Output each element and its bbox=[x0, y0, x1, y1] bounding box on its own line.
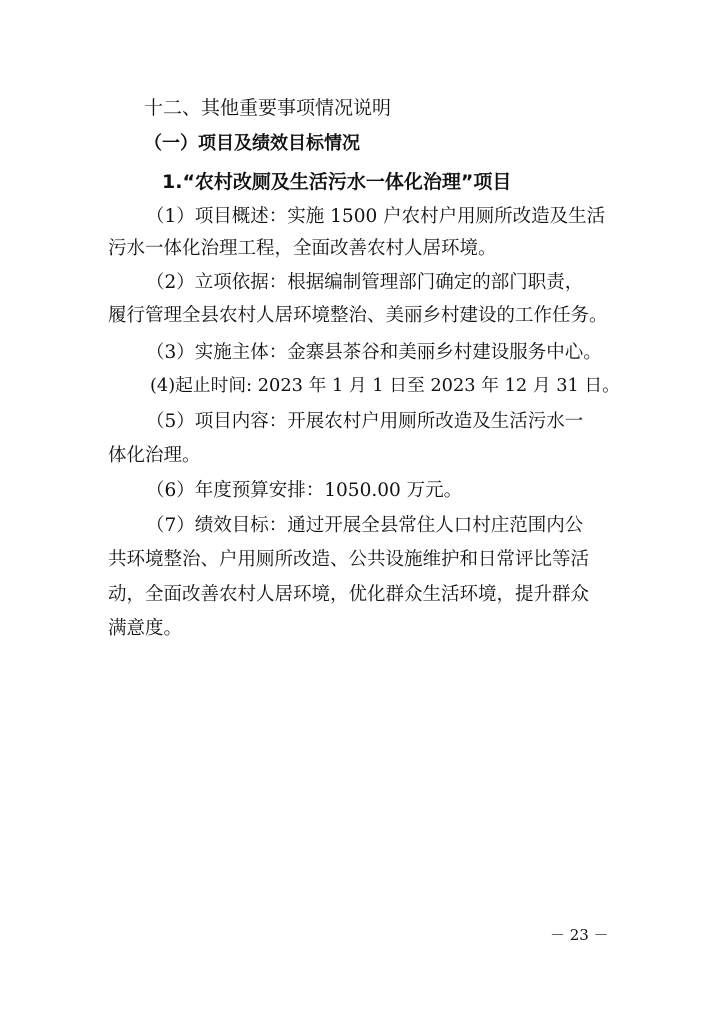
paragraph-2-line-2: 履行管理全县农村人居环境整治、美丽乡村建设的工作任务。 bbox=[108, 305, 608, 326]
page-number: － 23 － bbox=[550, 926, 609, 944]
paragraph-7-line-4: 满意度。 bbox=[108, 618, 183, 639]
paragraph-1-line-1: （1）项目概述：实施 1500 户农村户用厕所改造及生活 bbox=[146, 206, 606, 227]
paragraph-7-line-1: （7）绩效目标：通过开展全县常住人口村庄范围内公 bbox=[146, 515, 584, 536]
paragraph-5-line-2: 体化治理。 bbox=[108, 445, 201, 466]
subsection-heading: （一）项目及绩效目标情况 bbox=[144, 133, 360, 154]
paragraph-7-line-3: 动，全面改善农村人居环境，优化群众生活环境，提升群众 bbox=[108, 584, 590, 605]
project-heading: 1.“农村改厕及生活污水一体化治理”项目 bbox=[162, 171, 512, 193]
paragraph-6-line-1: （6）年度预算安排：1050.00 万元。 bbox=[146, 480, 463, 501]
section-heading: 十二、其他重要事项情况说明 bbox=[144, 97, 392, 119]
paragraph-7-line-2: 共环境整治、户用厕所改造、公共设施维护和日常评比等活 bbox=[108, 549, 590, 570]
paragraph-3-line-1: （3）实施主体：金寨县茶谷和美丽乡村建设服务中心。 bbox=[146, 342, 602, 363]
paragraph-4-line-1: (4)起止时间: 2023 年 1 月 1 日至 2023 年 12 月 31 日。 bbox=[150, 376, 620, 396]
paragraph-1-line-2: 污水一体化治理工程，全面改善农村人居环境。 bbox=[108, 238, 497, 259]
paragraph-5-line-1: （5）项目内容：开展农村户用厕所改造及生活污水一 bbox=[146, 411, 584, 432]
paragraph-2-line-1: （2）立项依据：根据编制管理部门确定的部门职责， bbox=[146, 272, 584, 293]
